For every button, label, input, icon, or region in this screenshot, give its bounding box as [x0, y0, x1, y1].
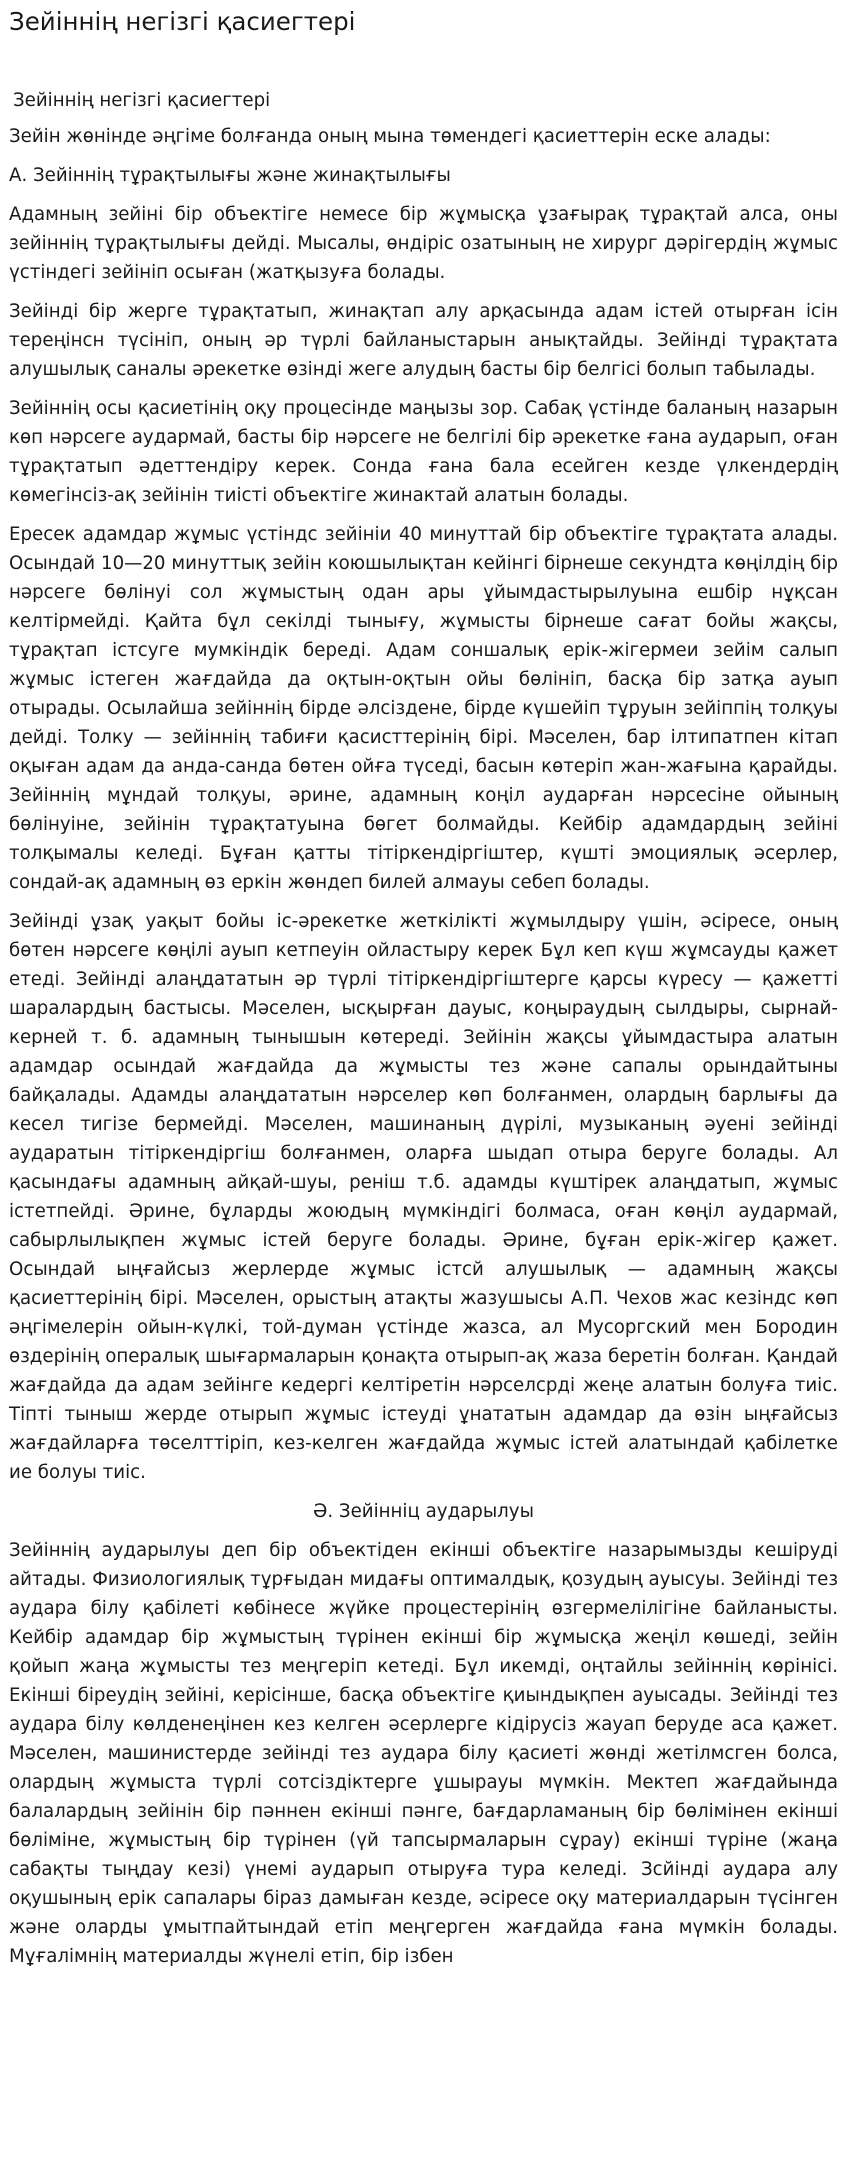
document-subtitle: Зейіннің негізгі қасиегтері	[13, 90, 271, 112]
section-b-heading: Ә. Зейінніц аударылуы	[313, 1501, 534, 1523]
page-title: Зейіннің негізгі қасиегтері	[9, 7, 356, 36]
section-a-heading: А. Зейіннің тұрақтылығы және жинақтылығы	[9, 165, 451, 187]
intro-paragraph: Зейін жөнінде әңгіме болғанда оның мына төмендегі қасиеттерін еске алады:	[9, 126, 771, 148]
section-a-paragraph-1: Адамның зейіні бір объектіге немесе бір жұмысқа ұзағырақ тұрақтай алса, оны зейіннің тұрақтылығы дейді. Мысалы, өндіріс озатының не хирург дәрігердің жұмыс үстіндегі зейініп осыған (жатқызуға болады.	[9, 204, 838, 284]
section-a-paragraph-3: Зейіннің осы қасиетінің оқу процесінде маңызы зор. Сабақ үстінде баланың назарын көп нәрсеге аудармай, басты бір нәрсеге не белгілі бір әрекетке ғана аударып, оған тұрақтатып әдеттендіру керек. Сонда ғана бала есейген кезде үлкендердің көмегінсіз-ақ зейінін тиісті объектіге жинактай алатын болады.	[9, 398, 838, 507]
document-page	[0, 7, 847, 1971]
section-a-paragraph-4: Ересек адамдар жұмыс үстіндс зейініи 40 минуттай бір объектіге тұрақтата алады. Осындай 10—20 минуттық зейін коюшылықтан кейінгі бірнеше секундта көңілдің бір нәрсеге бөлінуі сол жұмыстың одан ары ұйымдастырылуына ешбір нұқсан келтірмейді. Қайта бұл секілді тынығу, жұмысты бірнеше сағат бойы жақсы, тұрақтап істсуге мумкіндік береді. Адам соншалық ерік-жігермеи зейім салып жұмыс істеген жағдайда да оқтын-оқтын ойы бөлініп, басқа бір затқа ауып отырады. Осылайша зейіннің бірде әлсіздене, бірде күшейіп тұруын зейіппің толқуы дейді. Толку — зейіннің табиғи қасисттерінің бірі. Мәселен, бар ілтипатпен кітап оқыған адам да анда-санда бөтен ойға түседі, басын көтеріп жан-жағына қарайды. Зейіннің мұндай толқуы, әрине, адамның коңіл аударған нәрсесіне ойының бөлінуіне, зейінін тұрақтатуына бөгет болмайды. Кейбір адамдардың зейіні толқымалы келеді. Бұған қатты тітіркендіргіштер, күшті эмоциялық әсерлер, сондай-ақ адамның өз еркін жөндеп билей алмауы себеп болады.	[9, 524, 838, 894]
section-b-paragraph-1: Зейіннің аударылуы деп бір объектіден екінші объектіге назарымызды кешіруді айтады. Физиологиялық тұрғыдан мидағы оптималдық, қозудың ауысуы. Зейінді тез аудара білу қабілеті көбінесе жүйке процестерінің өзгермелілігіне байланысты. Кейбір адамдар бір жұмыстың түрінен екінші бір жұмысқа жеңіл көшеді, зейін қойып жаңа жұмысты тез меңгеріп кетеді. Бұл икемді, оңтайлы зейіннің көрінісі. Екінші біреудің зейіні, керісінше, басқа объектіге қиындықпен ауысады. Зейінді тез аудара білу көлденеңінен кез келген әсерлерге кідірусіз жауап беруде аса қажет. Мәселен, машинистерде зейінді тез аудара білу қасиеті жөнді жетілмсген болса, олардың жұмыста түрлі сотсіздіктерге ұшырауы мүмкін. Мектеп жағдайында балалардың зейінін бір пәннен екінші пәнге, бағдарламаның бір бөлімінен екінші бөлiміне, жұмыстың бір түрінен (үй тапсырмаларын сұрау) екінші түріне (жаңа сабақты тыңдау кезі) үнемі аударып отыруға тура келеді. Зсйінді аудара алу оқушының ерік сапалары біраз дамыған кезде, әсіресе оқу материалдарын түсінген және оларды ұмытпайтындай етіп меңгерген жағдайда ғана мүмкін болады. Мұғалімнің материалды жүнелі етіп, бір ізбен	[9, 1540, 838, 1968]
section-a-paragraph-2: Зейінді бір жерге тұрақтатып, жинақтап алу арқасында адам істей отырған ісін тереңінсн түсініп, оның әр түрлі байланыстарын анықтайды. Зейінді тұрақтата алушылық саналы әрекетке өзінді жеге алудың басты бір белгісі болып табылады.	[9, 301, 838, 381]
section-a-paragraph-5: Зейінді ұзақ уақыт бойы іс-әрекетке жеткілікті жұмылдыру үшін, әсіресе, оның бөтен нәрсеге көңілі ауып кетпеуін ойластыру керек Бұл кеп күш жұмсауды қажет етеді. Зейінді алаңдататын әр түрлі тітіркендіргіштерге қарсы күресу — қажетті шаралардың бастысы. Мәселен, ысқырған дауыс, коңыраудың сылдыры, сырнай-керней т. б. адамның тынышын көтереді. Зейінін жақсы ұйымдастыра алатын адамдар осындай жағдайда да жұмысты тез және сапалы орындайтыны байқалады. Адамды алаңдататын нәрселер көп болғанмен, олардың барлығы да кесел тигізе бермейді. Мәселен, машинаның дүрілі, музыканың әуені зейінді аударатын тітіркендіргіш болғанмен, оларға шыдап отыра беруге болады. Ал қасындағы адамның айқай-шуы, реніш т.б. адамды күштірек алаңдатып, жұмыс істетпейді. Әрине, бұларды жоюдың мүмкіндігі болмаса, оған көңіл аудармай, сабырлылықпен жұмыс істей беруге болады. Әрине, бұған ерік-жігер қажет. Осындай ыңғайсыз жерлерде жұмыс істсй алушылық — адамның жақсы қасиеттерінің бірі. Мәселен, орыстың атақты жазушысы А.П. Чехов жас кезіндс көп әңгімелерін ойын-күлкі, той-думан үстінде жазса, ал Мусоргский мен Бородин өздерінің опералық шығармаларын қонақта отырып-ақ жаза беретін болған. Қандай жағдайда да адам зейінге кедергі келтіретін нәрселсрді жеңе алатын болуға тиіс. Тіпті тыныш жерде отырып жұмыс істеуді ұнататын адамдар да өзін ыңғайсыз жағдайларға төселттіріп, кез-келген жағдайда жұмыс істей алатындай қабілетке ие болуы тиіс.	[9, 911, 838, 1484]
